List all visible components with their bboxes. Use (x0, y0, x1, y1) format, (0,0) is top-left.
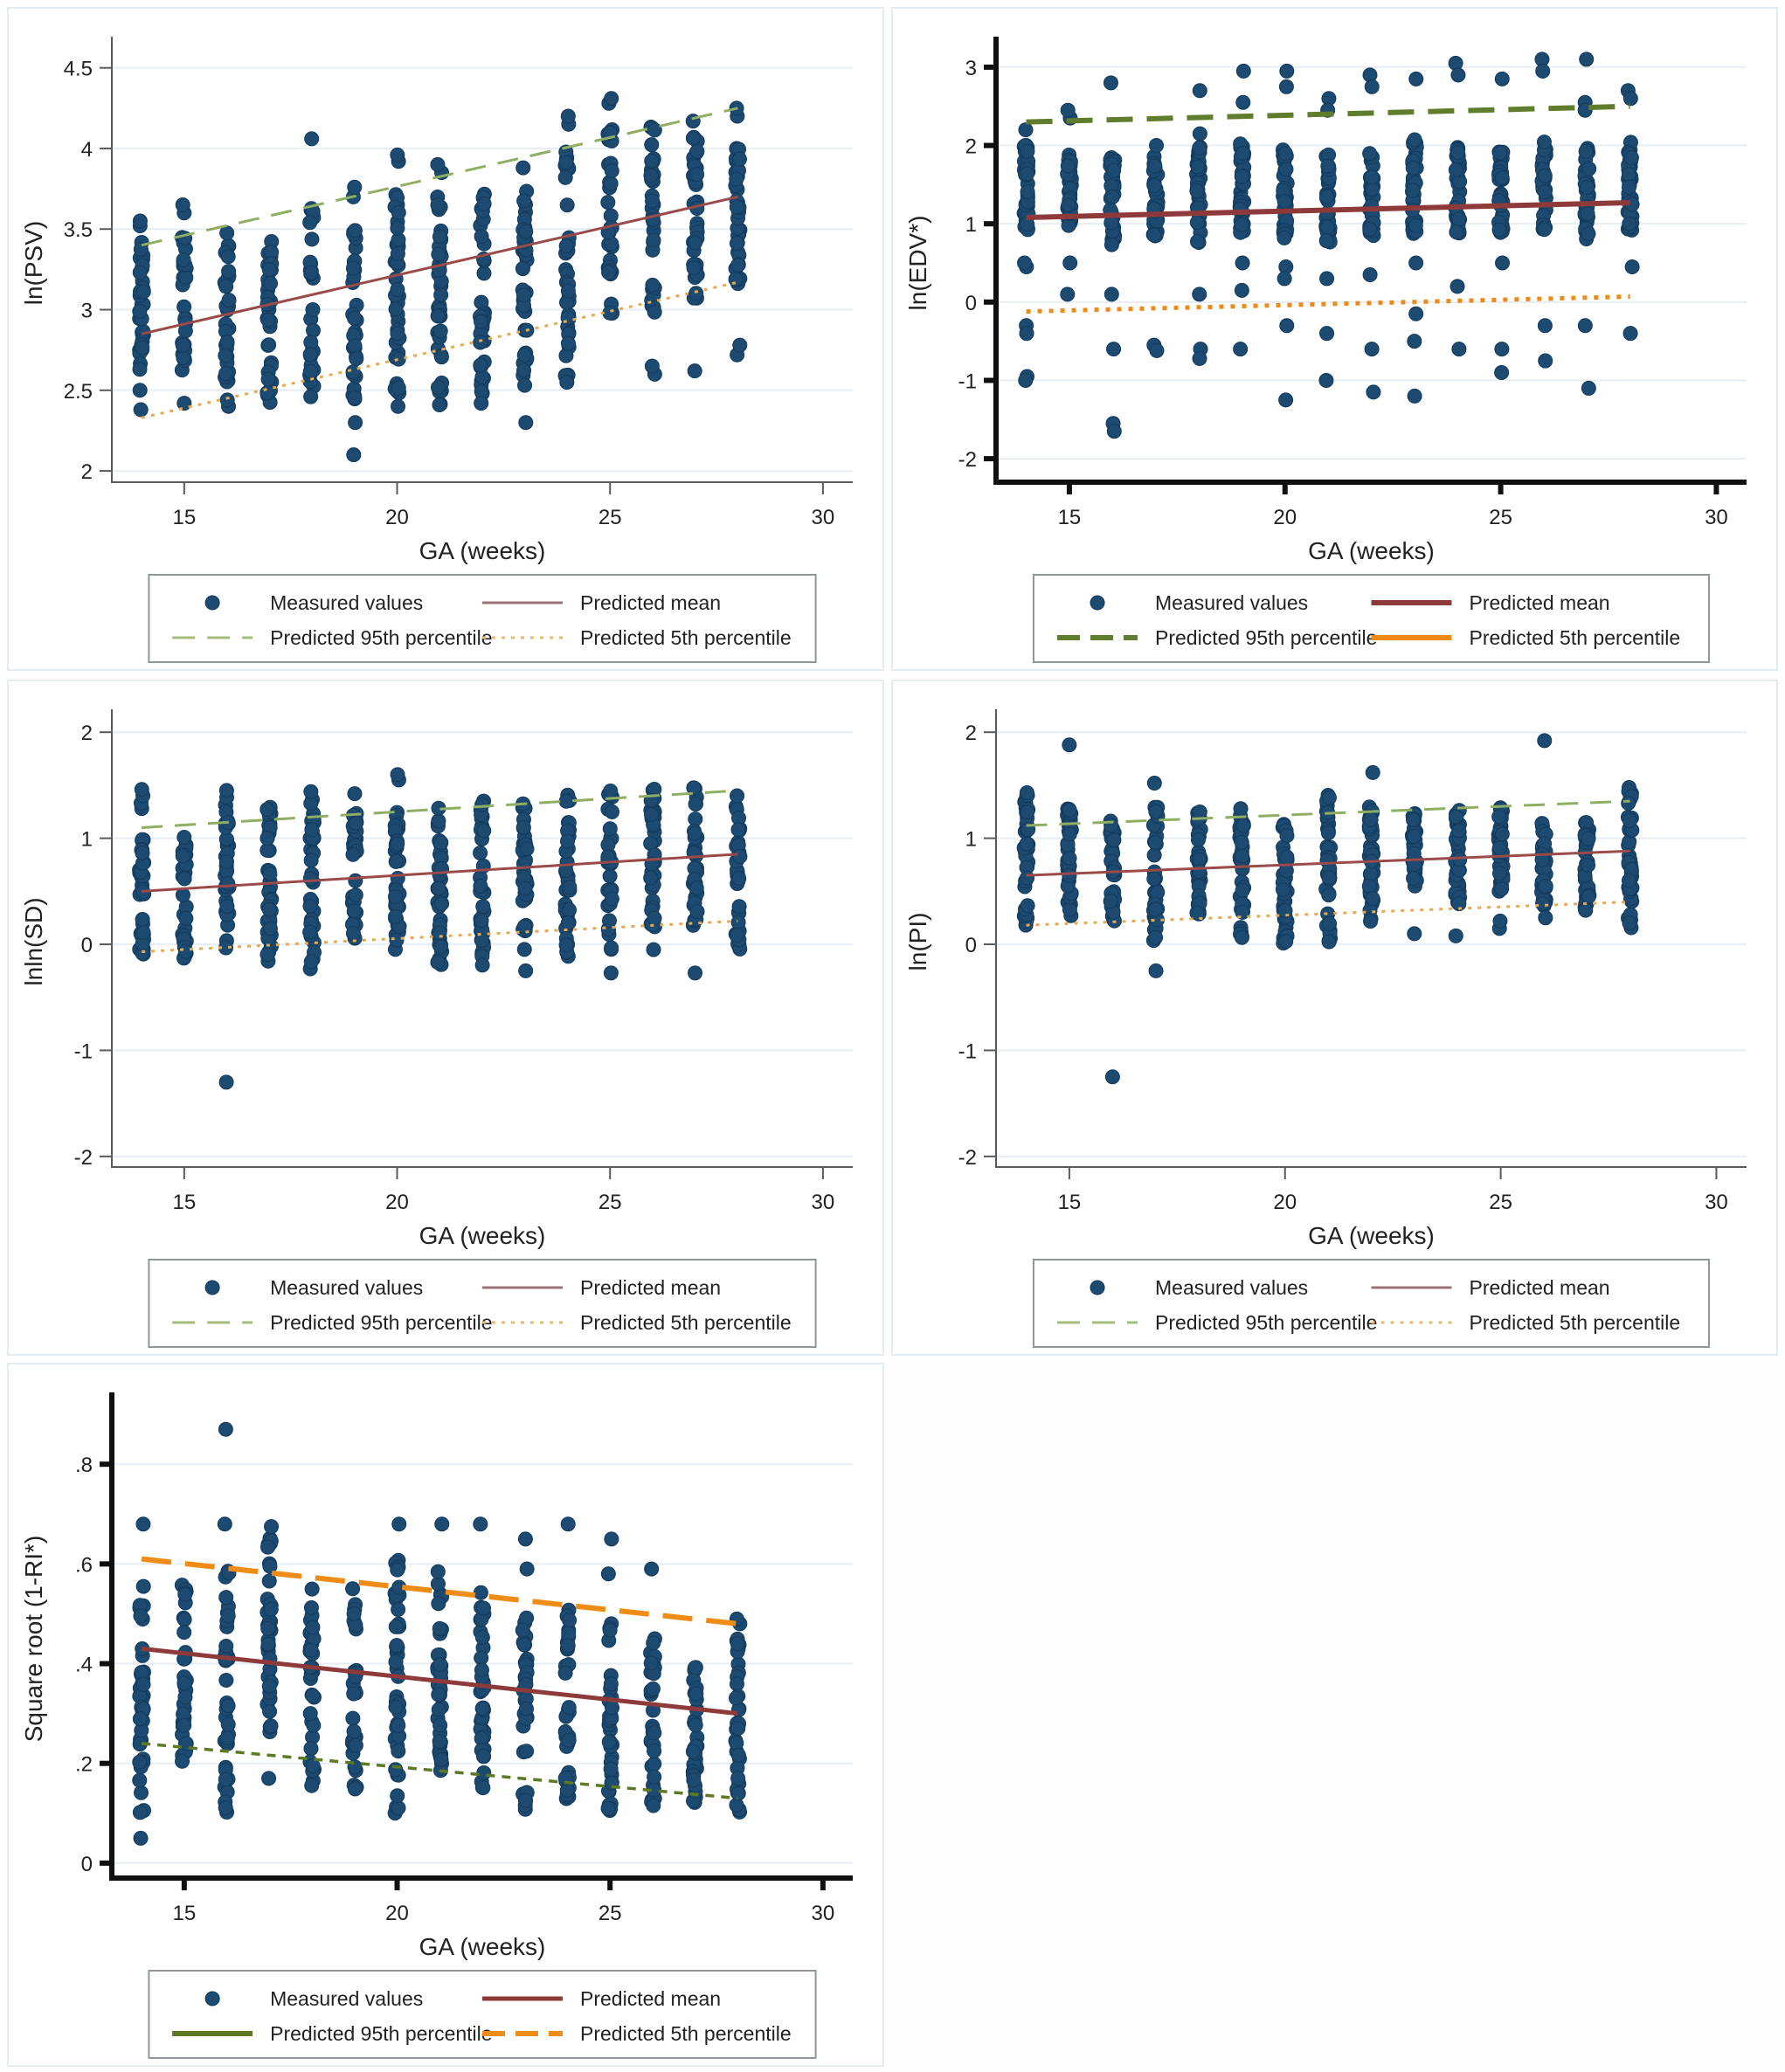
scatter-points (133, 768, 747, 1089)
x-tick-label: 30 (1705, 1191, 1728, 1214)
legend-box (1034, 1260, 1709, 1347)
legend-dot-swatch (205, 1281, 219, 1295)
y-tick-label: 3 (80, 299, 93, 323)
x-axis-label: GA (weeks) (1308, 1222, 1435, 1249)
y-tick-label: 0 (965, 934, 977, 958)
y-tick-label: 1 (965, 213, 977, 238)
x-tick-label: 25 (598, 1902, 622, 1925)
legend-label: Predicted mean (1469, 1276, 1610, 1299)
x-tick-label: 30 (811, 1191, 835, 1214)
chart-panel-lnln-sd (7, 680, 884, 1356)
y-tick-label: -1 (73, 1039, 93, 1064)
legend-label: Predicted mean (580, 1987, 722, 2010)
y-tick-label: 0 (80, 934, 93, 958)
chart-svg (893, 9, 1776, 669)
y-axis-label: ln(PSV) (20, 220, 47, 306)
x-tick-label: 20 (385, 1191, 409, 1214)
legend-label: Measured values (270, 1276, 424, 1299)
legend-box (149, 1971, 815, 2058)
y-tick-label: 3.5 (63, 218, 93, 243)
y-tick-label: .8 (74, 1454, 93, 1478)
x-axis-label: GA (weeks) (419, 1933, 546, 1960)
y-tick-label: 1 (80, 827, 93, 852)
legend-dot-swatch (1090, 1281, 1104, 1295)
legend-dot-swatch (1090, 596, 1104, 610)
x-tick-label: 20 (385, 1902, 409, 1925)
axes (958, 37, 1747, 529)
y-tick-label: 2 (80, 722, 93, 746)
y-tick-label: 0 (965, 291, 977, 315)
y-tick-label: 4.5 (63, 57, 93, 81)
x-tick-label: 30 (811, 506, 835, 529)
legend-label: Predicted 5th percentile (1469, 1311, 1681, 1334)
y-tick-label: 2 (965, 135, 977, 159)
chart-panel-ln-psv (7, 7, 884, 671)
x-tick-label: 20 (1273, 1191, 1297, 1214)
legend-label: Measured values (270, 591, 424, 614)
legend-label: Predicted mean (1469, 591, 1610, 614)
legend-label: Predicted 5th percentile (580, 1311, 792, 1334)
x-tick-label: 25 (1489, 1191, 1512, 1214)
x-tick-label: 20 (1273, 506, 1297, 529)
y-tick-label: 4 (80, 137, 93, 162)
y-tick-label: -2 (73, 1145, 93, 1170)
y-tick-label: 0 (80, 1852, 93, 1876)
x-tick-label: 25 (1489, 506, 1512, 529)
x-tick-label: 30 (1705, 506, 1728, 529)
chart-panel-ln-edv (891, 7, 1778, 671)
y-tick-label: 2 (965, 722, 977, 746)
x-tick-label: 20 (385, 506, 409, 529)
legend-label: Measured values (1155, 591, 1309, 614)
legend-label: Predicted 95th percentile (270, 626, 493, 649)
x-tick-label: 25 (598, 1191, 622, 1214)
legend-label: Predicted 95th percentile (270, 2022, 493, 2045)
y-tick-label: -2 (958, 1145, 977, 1170)
x-axis-label: GA (weeks) (419, 537, 546, 564)
legend-box (149, 575, 815, 662)
legend-label: Measured values (1155, 1276, 1309, 1299)
legend-label: Predicted 95th percentile (1155, 1311, 1378, 1334)
legend-label: Predicted 5th percentile (580, 2022, 792, 2045)
y-axis-label: lnln(SD) (20, 897, 47, 986)
y-axis-label: ln(PI) (904, 912, 931, 971)
legend-label: Predicted mean (580, 591, 722, 614)
chart-svg (893, 681, 1776, 1354)
y-tick-label: 3 (965, 56, 977, 80)
legend-dot-swatch (205, 1992, 219, 2006)
axes (74, 709, 853, 1214)
y-tick-label: 2 (80, 460, 93, 485)
legend-label: Predicted mean (580, 1276, 722, 1299)
x-tick-label: 15 (172, 506, 197, 529)
y-tick-label: .4 (74, 1653, 93, 1677)
x-tick-label: 15 (1057, 1191, 1082, 1214)
scatter-points (1017, 734, 1639, 1084)
legend-box (1034, 575, 1709, 662)
x-axis-label: GA (weeks) (419, 1222, 546, 1249)
y-tick-label: 2.5 (63, 379, 93, 404)
y-tick-label: .2 (74, 1752, 93, 1777)
chart-svg (9, 681, 882, 1354)
y-tick-label: 1 (965, 827, 977, 852)
legend-box (149, 1260, 815, 1347)
legend-label: Predicted 95th percentile (270, 1311, 493, 1334)
x-axis-label: GA (weeks) (1308, 537, 1435, 564)
y-tick-label: -1 (958, 370, 977, 394)
x-tick-label: 15 (172, 1902, 197, 1925)
y-axis-label: ln(EDV*) (904, 215, 931, 311)
y-tick-label: -1 (958, 1039, 977, 1064)
legend-dot-swatch (205, 596, 219, 610)
scatter-points (133, 1422, 747, 1845)
scatter-points (133, 92, 747, 462)
x-tick-label: 30 (811, 1902, 835, 1925)
legend-label: Measured values (270, 1987, 424, 2010)
y-axis-label: Square root (1-RI*) (20, 1535, 47, 1743)
chart-svg (9, 1364, 882, 2065)
legend-label: Predicted 5th percentile (580, 626, 792, 649)
chart-panel-sqrt-1-ri (7, 1363, 884, 2067)
legend-label: Predicted 95th percentile (1155, 626, 1378, 649)
y-tick-label: .6 (74, 1553, 93, 1578)
x-tick-label: 15 (1057, 506, 1082, 529)
chart-panel-ln-pi (891, 680, 1778, 1356)
chart-svg (9, 9, 882, 669)
y-tick-label: -2 (958, 448, 977, 473)
legend-label: Predicted 5th percentile (1469, 626, 1681, 649)
x-tick-label: 25 (598, 506, 622, 529)
x-tick-label: 15 (172, 1191, 197, 1214)
